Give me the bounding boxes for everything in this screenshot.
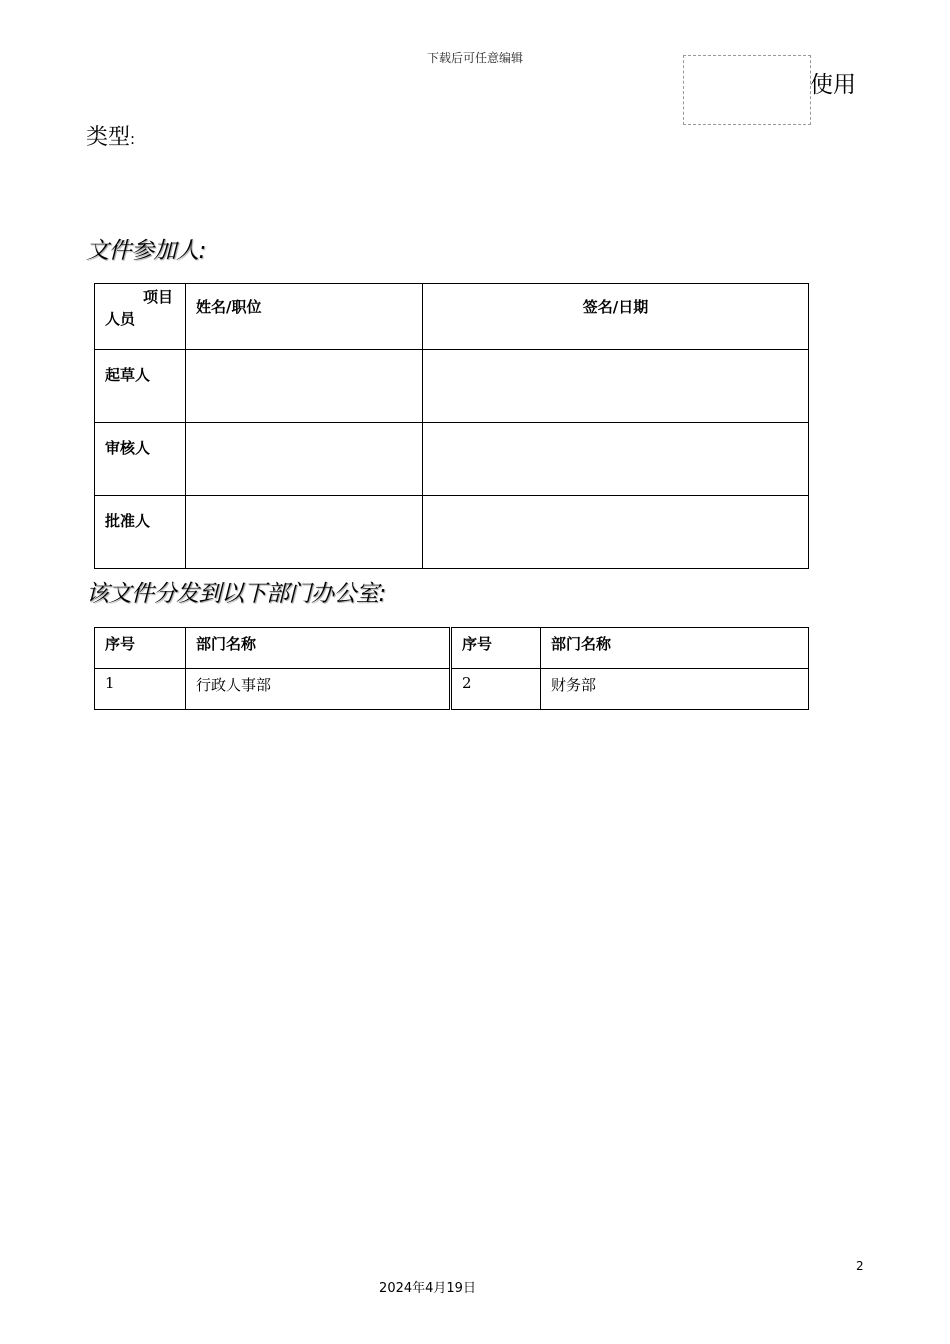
- dept-cell: 行政人事部: [186, 669, 451, 710]
- type-label-colon: :: [130, 130, 136, 148]
- approver-signature-cell[interactable]: [423, 496, 809, 569]
- approver-name-cell[interactable]: [186, 496, 423, 569]
- header-seq-1: 序号: [95, 628, 186, 669]
- stamp-box: [683, 55, 811, 125]
- table-row: [95, 669, 809, 710]
- header-dept-2: 部门名称: [541, 628, 809, 669]
- participants-heading: 文件参加人:: [86, 238, 206, 264]
- header-dept-1: 部门名称: [186, 628, 451, 669]
- stamp-text: 使用: [810, 72, 856, 98]
- participants-table: [94, 283, 809, 569]
- table-row: [95, 423, 809, 496]
- header-seq-2: 序号: [451, 628, 541, 669]
- seq-cell: 1: [95, 669, 186, 710]
- reviewer-signature-cell[interactable]: [423, 423, 809, 496]
- role-reviewer: 审核人: [95, 423, 186, 496]
- reviewer-name-cell[interactable]: [186, 423, 423, 496]
- corner-top-label: 项目: [142, 288, 173, 306]
- role-approver: 批准人: [95, 496, 186, 569]
- header-name-title: 姓名/职位: [186, 284, 423, 350]
- page-number: 2: [856, 1259, 864, 1273]
- header-note: 下载后可任意编辑: [426, 51, 523, 65]
- seq-cell: 2: [451, 669, 541, 710]
- drafter-name-cell[interactable]: [186, 350, 423, 423]
- table-row: [95, 350, 809, 423]
- distribution-heading: 该文件分发到以下部门办公室:: [86, 581, 386, 607]
- type-label: [86, 120, 135, 151]
- type-label-text: 类型: [86, 125, 131, 150]
- distribution-table: [94, 627, 809, 710]
- dept-cell: 财务部: [541, 669, 809, 710]
- distribution-header-row: [95, 628, 809, 669]
- corner-bottom-label: 人员: [105, 310, 136, 328]
- drafter-signature-cell[interactable]: [423, 350, 809, 423]
- footer-date: 2024年4月19日: [379, 1281, 476, 1296]
- header-signature-date: 签名/日期: [423, 284, 809, 350]
- table-row: [95, 496, 809, 569]
- header-corner-cell: [95, 284, 186, 350]
- participants-header-row: [95, 284, 809, 350]
- role-drafter: 起草人: [95, 350, 186, 423]
